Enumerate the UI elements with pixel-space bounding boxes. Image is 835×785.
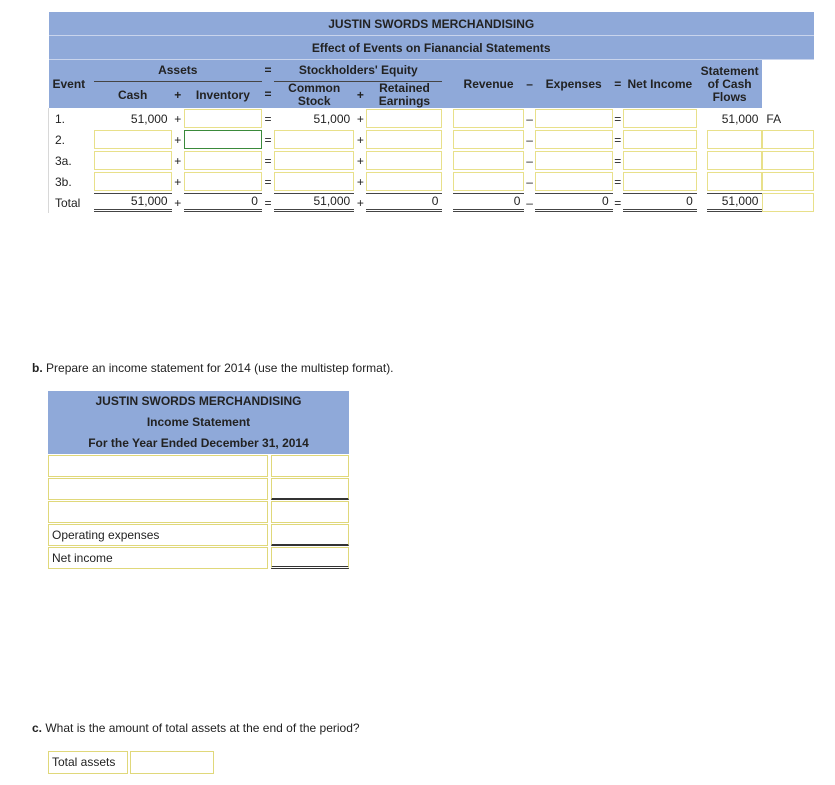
eq-op: = [613, 150, 623, 171]
is-label-input: Operating expenses [48, 524, 268, 546]
event-label: 2. [49, 129, 94, 150]
question-b [32, 361, 394, 375]
event-label: 3a. [49, 150, 94, 171]
cf-type-cell[interactable] [762, 130, 814, 149]
is-value-input[interactable] [271, 455, 349, 477]
eq-op: = [262, 108, 274, 129]
retained-earnings-cell: 0 [366, 193, 442, 212]
is-value-input[interactable] [271, 501, 349, 523]
retained-earnings-header: Retained Earnings [366, 82, 442, 109]
is-company: JUSTIN SWORDS MERCHANDISING [95, 394, 302, 408]
cf-type-cell[interactable] [762, 172, 814, 191]
retained-earnings-cell[interactable] [366, 130, 442, 149]
revenue-header: Revenue [453, 60, 525, 109]
plus-op: + [172, 129, 184, 150]
effects-table-wrapper [48, 12, 814, 213]
eq-op: = [613, 129, 623, 150]
net-income-cell[interactable] [623, 151, 697, 170]
expenses-cell[interactable] [535, 151, 613, 170]
eq-op: = [613, 108, 623, 129]
inventory-cell: 0 [184, 193, 262, 212]
common-stock-cell[interactable] [274, 130, 354, 149]
event-label: 3b. [49, 171, 94, 192]
effects-table [48, 12, 814, 213]
total-assets-input[interactable] [130, 751, 214, 774]
is-value-input[interactable] [271, 547, 349, 569]
cf-type-cell: FA [766, 111, 782, 126]
cash-flows-cell[interactable] [707, 172, 762, 191]
revenue-cell[interactable] [453, 172, 525, 191]
plus-op: + [354, 82, 366, 109]
stockholders-equity-header: Stockholders' Equity [274, 60, 442, 82]
eq-op: = [262, 129, 274, 150]
table-row [49, 171, 815, 192]
question-b-letter: b. [32, 361, 43, 375]
table-row [49, 129, 815, 150]
inventory-cell[interactable] [184, 130, 262, 149]
cash-flows-cell[interactable] [707, 151, 762, 170]
revenue-cell: 0 [453, 193, 525, 212]
retained-earnings-cell[interactable] [366, 109, 442, 128]
question-c [32, 721, 360, 735]
equals-op: = [262, 60, 274, 82]
plus-op: + [354, 129, 366, 150]
expenses-cell[interactable] [535, 130, 613, 149]
is-title: Income Statement [146, 415, 251, 429]
is-row [48, 478, 349, 500]
table-row [49, 108, 815, 129]
table-title: JUSTIN SWORDS MERCHANDISING [49, 12, 815, 36]
plus-op: + [172, 82, 184, 109]
net-income-header: Net Income [623, 60, 697, 109]
revenue-cell[interactable] [453, 151, 525, 170]
inventory-cell[interactable] [184, 109, 262, 128]
cash-flows-cell: 51,000 [707, 193, 762, 212]
common-stock-cell: 51,000 [274, 193, 354, 212]
minus-op: – [524, 192, 534, 213]
retained-earnings-cell[interactable] [366, 151, 442, 170]
minus-op: – [524, 129, 534, 150]
is-label-input[interactable] [48, 455, 268, 477]
minus-op: – [524, 150, 534, 171]
expenses-cell: 0 [535, 193, 613, 212]
table-subtitle: Effect of Events on Fianancial Statements [49, 36, 815, 60]
question-b-text: Prepare an income statement for 2014 (use the multistep format). [46, 361, 394, 375]
minus-op: – [524, 171, 534, 192]
revenue-cell[interactable] [453, 109, 525, 128]
plus-op: + [172, 192, 184, 213]
cf-type-cell[interactable] [762, 151, 814, 170]
plus-op: + [172, 108, 184, 129]
cf-type-cell [762, 193, 814, 212]
cash-cell[interactable] [94, 130, 172, 149]
common-stock-cell: 51,000 [313, 111, 351, 126]
expenses-cell[interactable] [535, 109, 613, 128]
is-label-input[interactable] [48, 478, 268, 500]
inventory-cell[interactable] [184, 151, 262, 170]
cash-header: Cash [94, 82, 172, 109]
minus-op: – [524, 60, 534, 109]
total-assets-row [48, 751, 214, 774]
eq-op: = [613, 192, 623, 213]
plus-op: + [354, 192, 366, 213]
net-income-cell[interactable] [623, 172, 697, 191]
income-statement-header [48, 391, 349, 454]
assets-header: Assets [94, 60, 262, 82]
event-label: Total [49, 192, 94, 213]
question-c-letter: c. [32, 721, 43, 735]
eq-op: = [613, 171, 623, 192]
common-stock-header: Common Stock [274, 82, 354, 109]
cash-flows-cell: 51,000 [721, 111, 759, 126]
question-c-text: What is the amount of total assets at the end of the period? [45, 721, 360, 735]
eq-op: = [262, 171, 274, 192]
equals-op: = [613, 60, 623, 109]
is-label-input: Net income [48, 547, 268, 569]
cash-flows-header: Statement of Cash Flows [697, 60, 763, 109]
equals-op: = [262, 82, 274, 109]
is-row [48, 547, 349, 569]
common-stock-cell[interactable] [274, 172, 354, 191]
cash-cell[interactable] [94, 151, 172, 170]
is-period: For the Year Ended December 31, 2014 [88, 436, 309, 450]
is-value-input[interactable] [271, 478, 349, 500]
is-row [48, 501, 349, 523]
event-label: 1. [49, 108, 94, 129]
common-stock-cell[interactable] [274, 151, 354, 170]
net-income-cell: 0 [623, 193, 697, 212]
table-row [49, 192, 815, 213]
inventory-cell[interactable] [184, 172, 262, 191]
minus-op: – [524, 108, 534, 129]
table-row [49, 150, 815, 171]
expenses-header: Expenses [535, 60, 613, 109]
cash-cell: 51,000 [130, 111, 168, 126]
cash-cell[interactable] [94, 172, 172, 191]
net-income-cell[interactable] [623, 130, 697, 149]
plus-op: + [172, 171, 184, 192]
revenue-cell[interactable] [453, 130, 525, 149]
cash-flows-cell[interactable] [707, 130, 762, 149]
retained-earnings-cell[interactable] [366, 172, 442, 191]
plus-op: + [354, 150, 366, 171]
expenses-cell[interactable] [535, 172, 613, 191]
cash-cell: 51,000 [94, 193, 172, 212]
inventory-header: Inventory [184, 82, 262, 109]
total-assets-label: Total assets [48, 751, 128, 774]
is-label-input[interactable] [48, 501, 268, 523]
plus-op: + [354, 171, 366, 192]
eq-op: = [262, 150, 274, 171]
income-statement [48, 391, 349, 569]
event-header: Event [49, 60, 94, 109]
net-income-cell[interactable] [623, 109, 697, 128]
is-row [48, 524, 349, 546]
is-row [48, 455, 349, 477]
is-value-input[interactable] [271, 524, 349, 546]
plus-op: + [172, 150, 184, 171]
eq-op: = [262, 192, 274, 213]
plus-op: + [354, 108, 366, 129]
